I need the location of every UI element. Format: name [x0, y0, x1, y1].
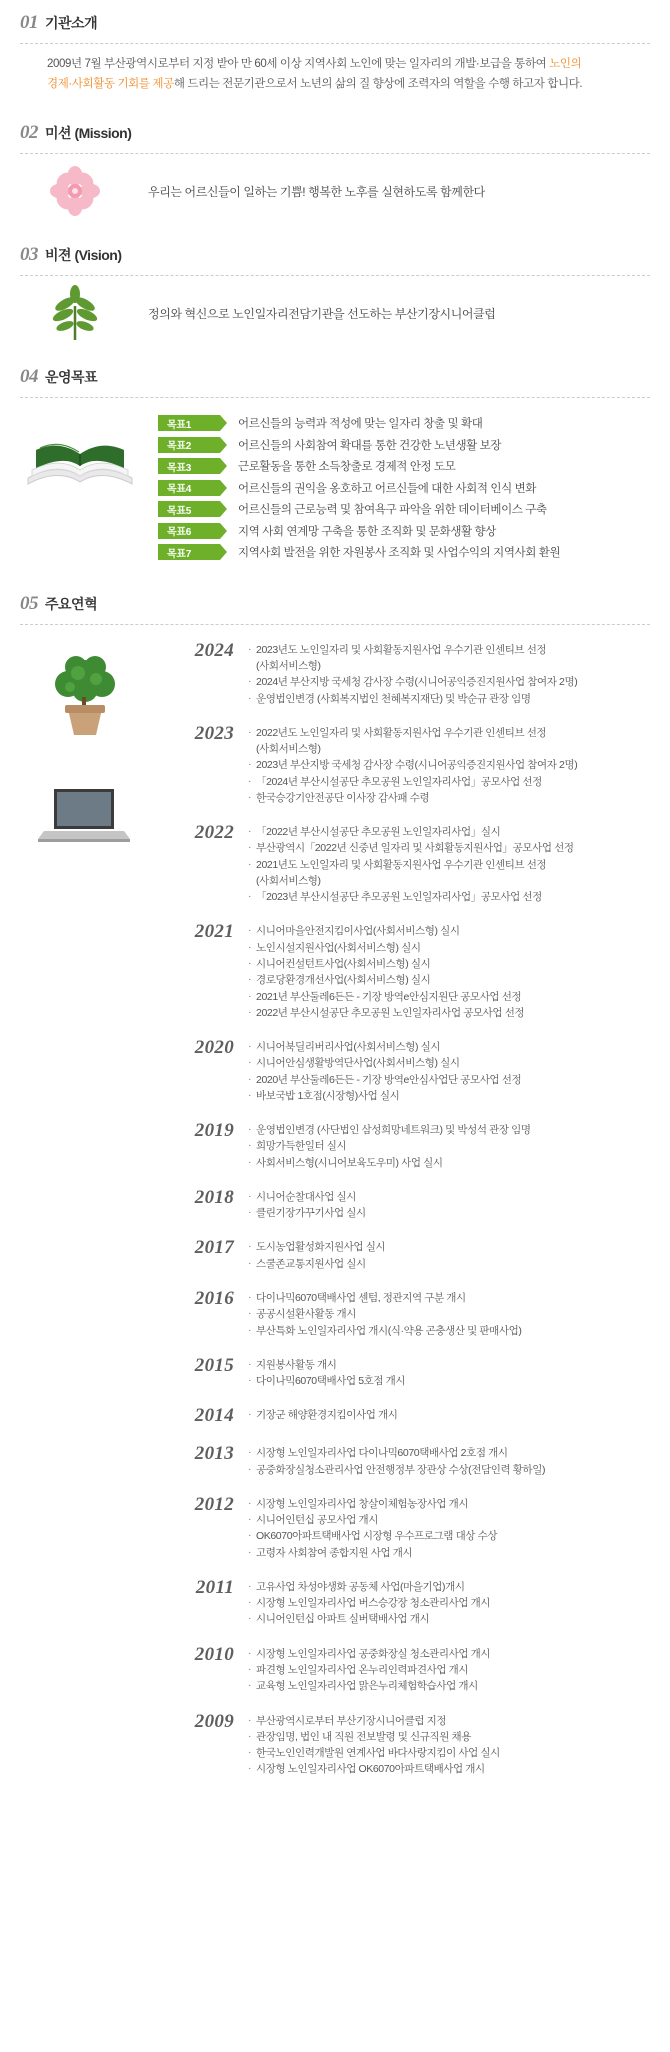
- history-events: [248, 639, 650, 707]
- goal-tag: 목표1: [158, 415, 220, 431]
- history-events: [248, 1404, 650, 1427]
- section-number: 05: [20, 592, 38, 614]
- section-header-goals: [0, 366, 670, 388]
- goal-tag: 목표2: [158, 437, 220, 453]
- history-year: 2022: [194, 822, 234, 844]
- history-event: · 시니어순찰대사업 실시: [248, 1189, 650, 1205]
- history-year: 2016: [194, 1287, 234, 1309]
- mission-icon-wrap: [20, 163, 130, 219]
- goal-text: 근로활동을 통한 소득창출로 경제적 안정 도모: [238, 461, 456, 473]
- page-root: [0, 12, 670, 1823]
- history-event: · 「2022년 부산시설공단 추모공원 노인일자리사업」실시: [248, 824, 650, 840]
- history-entry: [170, 1354, 650, 1390]
- history-event: · 기장군 해양환경지킴이사업 개시: [248, 1407, 650, 1423]
- history-event: · 2022년 부산시설공단 추모공원 노인일자리사업 공모사업 선정: [248, 1005, 650, 1021]
- history-event: · 2021년도 노인일자리 및 사회활동지원사업 우수기관 인센티브 선정: [248, 857, 650, 873]
- history-event: · 운영법인변경 (사단법인 삼성희망네트워크) 및 박성석 관장 임명: [248, 1122, 650, 1138]
- history-event: · 2023년도 노인일자리 및 사회활동지원사업 우수기관 인센티브 선정: [248, 642, 650, 658]
- vision-text: 정의와 혁신으로 노인일자리전담기관을 선도하는 부산기장시니어클럽: [148, 306, 496, 321]
- section-header-history: [0, 593, 670, 615]
- history-year: 2014: [194, 1405, 234, 1427]
- history-event: · 2020년 부산둘레6든든 - 기장 방역e안심사업단 공모사업 선정: [248, 1072, 650, 1088]
- mission-text: 우리는 어르신들이 일하는 기쁨! 행복한 노후를 실현하도록 함께한다: [148, 184, 485, 199]
- potted-plant-icon: [30, 649, 140, 744]
- intro-text-highlight2: 경제·사회활동 기회를 제공: [47, 78, 174, 91]
- history-event: · 시장형 노인일자리사업 공중화장실 청소관리사업 개시: [248, 1646, 650, 1662]
- history-event: · 운영법인변경 (사회복지법인 천혜복지재단) 및 박순규 관장 임명: [248, 691, 650, 707]
- section-header-vision: [0, 244, 670, 266]
- history-event: · 시니어인턴십 아파트 실버택배사업 개시: [248, 1611, 650, 1627]
- history-entry: [170, 920, 650, 1021]
- history-events: [248, 1287, 650, 1339]
- history-entry: [170, 639, 650, 707]
- history-event: (사회서비스형): [256, 874, 321, 887]
- history-year: 2017: [194, 1237, 234, 1259]
- goal-row: [158, 434, 650, 456]
- history-events: [248, 1036, 650, 1104]
- history-event: · 도시농업활성화지원사업 실시: [248, 1239, 650, 1255]
- history-event: · 클린기장가꾸기사업 실시: [248, 1205, 650, 1221]
- history-event: · 공중화장실청소관리사업 안전행정부 장관상 수상(전담인력 황하일): [248, 1462, 650, 1478]
- history-event: · 다이나믹6070택배사업 5호점 개시: [248, 1373, 650, 1389]
- history-event: · 부산광역시「2022년 신중년 일자리 및 사회활동지원사업」공모사업 선정: [248, 840, 650, 856]
- history-list: [170, 639, 650, 1778]
- history-event: · 고유사업 차성야생화 공동체 사업(마을기업)개시: [248, 1579, 650, 1595]
- goal-text: 지역사회 발전을 위한 자원봉사 조직화 및 사업수익의 지역사회 환원: [238, 547, 561, 559]
- goal-tag: 목표4: [158, 480, 220, 496]
- intro-text-highlight1: 노인의: [549, 58, 582, 70]
- history-event: · 관장임명, 법인 내 직원 전보발령 및 신규직원 채용: [248, 1729, 650, 1745]
- history-entry: [170, 1710, 650, 1778]
- vision-row: [0, 276, 670, 354]
- history-events: [248, 1576, 650, 1628]
- history-event: · 바보국밥 1호점(시장형)사업 실시: [248, 1088, 650, 1104]
- open-book-icon: [20, 426, 140, 496]
- history-entry: [170, 722, 650, 806]
- section-title: 미션 (Mission): [45, 125, 132, 142]
- history-event: · 2021년 부산둘레6든든 - 기장 방역e안심지원단 공모사업 선정: [248, 989, 650, 1005]
- history-event: · OK6070아파트택배사업 시장형 우수프로그램 대상 수상: [248, 1528, 650, 1544]
- leaf-icon: [49, 284, 101, 342]
- history-event: · 공공시설환사활동 개시: [248, 1306, 650, 1322]
- history-event: · 교육형 노인일자리사업 맑은누리체험학습사업 개시: [248, 1678, 650, 1694]
- history-event: · 희망가득한일터 실시: [248, 1138, 650, 1154]
- history-events: [248, 920, 650, 1021]
- section-number: 03: [20, 244, 38, 266]
- goal-tag: 목표7: [158, 544, 220, 560]
- history-year: 2012: [194, 1493, 234, 1515]
- section-header-mission: [0, 122, 670, 144]
- history-event: · 시니어안심생활방역단사업(사회서비스형) 실시: [248, 1055, 650, 1071]
- history-event: (사회서비스형): [256, 743, 321, 756]
- goal-text: 어르신들의 사회참여 확대를 통한 건강한 노년생활 보장: [238, 439, 502, 452]
- history-year: 2015: [194, 1354, 234, 1376]
- history-event: · 시장형 노인일자리사업 버스승강장 청소관리사업 개시: [248, 1595, 650, 1611]
- laptop-icon: [30, 775, 140, 855]
- section-number: 02: [20, 122, 38, 144]
- history-entry: [170, 1643, 650, 1695]
- history-entry: [170, 1442, 650, 1478]
- history-event: · 「2024년 부산시설공단 추모공원 노인일자리사업」공모사업 선정: [248, 774, 650, 790]
- goal-row: [158, 520, 650, 542]
- goal-row: [158, 541, 650, 563]
- history-year: 2023: [194, 722, 234, 744]
- history-events: [248, 1119, 650, 1171]
- history-event: · 시니어마을안전지킴이사업(사회서비스형) 실시: [248, 923, 650, 939]
- history-event: · 부산광역시로부터 부산기장시니어클럽 지정: [248, 1713, 650, 1729]
- history-entry: [170, 1576, 650, 1628]
- history-events: [248, 1643, 650, 1695]
- history-entry: [170, 1186, 650, 1222]
- history-events: [248, 1493, 650, 1561]
- history-events: [248, 1354, 650, 1390]
- goal-row: [158, 498, 650, 520]
- goal-text: 어르신들의 근로능력 및 참여욕구 파악을 위한 데이터베이스 구축: [238, 504, 547, 516]
- history-event: · 시니어컨설턴트사업(사회서비스형) 실시: [248, 956, 650, 972]
- goal-text: 어르신들의 권익을 옹호하고 어르신들에 대한 사회적 인식 변화: [238, 482, 536, 495]
- history-year: 2019: [194, 1120, 234, 1142]
- history-entry: [170, 1036, 650, 1104]
- history-section: [0, 625, 670, 1778]
- flower-icon: [47, 163, 103, 219]
- history-event: · 부산특화 노인일자리사업 개시(식·약용 곤충생산 및 판매사업): [248, 1323, 650, 1339]
- goal-text: 지역 사회 연계망 구축을 통한 조직화 및 문화생활 향상: [238, 525, 496, 538]
- history-events: [248, 1442, 650, 1478]
- goal-tag: 목표6: [158, 523, 220, 539]
- section-header-intro: [0, 12, 670, 34]
- history-entry: [170, 1287, 650, 1339]
- history-event: · 파견형 노인일자리사업 온누리인력파견사업 개시: [248, 1662, 650, 1678]
- history-event: · 시니어북딜리버리사업(사회서비스형) 실시: [248, 1039, 650, 1055]
- goal-row: [158, 477, 650, 499]
- history-event: · 2022년도 노인일자리 및 사회활동지원사업 우수기관 인센티브 선정: [248, 725, 650, 741]
- history-events: [248, 1710, 650, 1778]
- history-event: (사회서비스형): [256, 660, 321, 673]
- history-event: · 「2023년 부산시설공단 추모공원 노인일자리사업」공모사업 선정: [248, 889, 650, 905]
- history-event: · 2024년 부산지방 국세청 감사장 수령(시니어공익증진지원사업 참여자 2명): [248, 674, 650, 690]
- history-event: · 지원봉사활동 개시: [248, 1357, 650, 1373]
- history-event: · 한국노인인력개발원 연계사업 바다사랑지킴이 사업 실시: [248, 1745, 650, 1761]
- history-entry: [170, 1119, 650, 1171]
- goal-tag: 목표5: [158, 501, 220, 517]
- history-illustrations: [30, 649, 150, 860]
- history-event: · 시니어인턴십 공모사업 개시: [248, 1512, 650, 1528]
- history-event: · 시장형 노인일자리사업 창살이체험농장사업 개시: [248, 1496, 650, 1512]
- goals-section: [0, 398, 670, 581]
- history-events: [248, 722, 650, 806]
- mission-row: [0, 154, 670, 232]
- history-entry: [170, 1236, 650, 1272]
- history-year: 2011: [195, 1576, 234, 1598]
- history-events: [248, 821, 650, 905]
- history-entry: [170, 821, 650, 905]
- history-year: 2010: [194, 1643, 234, 1665]
- history-event: · 시장형 노인일자리사업 OK6070아파트택배사업 개시: [248, 1761, 650, 1777]
- intro-paragraph: [0, 44, 670, 110]
- history-year: 2013: [194, 1443, 234, 1465]
- section-title: 비젼 (Vision): [45, 247, 122, 264]
- history-year: 2018: [194, 1186, 234, 1208]
- history-event: · 노인시설지원사업(사회서비스형) 실시: [248, 940, 650, 956]
- history-year: 2021: [194, 921, 234, 943]
- history-event: · 스쿨존교통지원사업 실시: [248, 1256, 650, 1272]
- history-year: 2024: [194, 639, 234, 661]
- history-year: 2020: [194, 1037, 234, 1059]
- history-year: 2009: [194, 1710, 234, 1732]
- section-title: 운영목표: [45, 369, 98, 386]
- goal-text: 어르신들의 능력과 적성에 맞는 일자리 창출 및 확대: [238, 418, 483, 430]
- section-title: 주요연혁: [45, 595, 98, 612]
- history-event: · 다이나믹6070택배사업 센텀, 정관지역 구분 개시: [248, 1290, 650, 1306]
- goal-row: [158, 455, 650, 477]
- intro-text-part1: 2009년 7월 부산광역시로부터 지정 받아 만 60세 이상 지역사회 노인에 맞는 일자리의 개발·보급을 통하여: [47, 58, 550, 70]
- section-number: 01: [20, 12, 38, 33]
- history-entry: [170, 1404, 650, 1427]
- goals-list: [150, 412, 650, 563]
- history-event: · 한국승강기안전공단 이사장 감사패 수령: [248, 790, 650, 806]
- history-event: · 사회서비스형(시니어보육도우미) 사업 실시: [248, 1155, 650, 1171]
- history-event: · 시장형 노인일자리사업 다이나믹6070택배사업 2호점 개시: [248, 1445, 650, 1461]
- goal-row: [158, 412, 650, 434]
- vision-icon-wrap: [20, 284, 130, 342]
- history-entry: [170, 1493, 650, 1561]
- section-title: 기관소개: [45, 15, 98, 31]
- goal-tag: 목표3: [158, 458, 220, 474]
- intro-text-part2: 해 드리는 전문기관으로서 노년의 삶의 질 향상에 조력자의 역할을 수행 하고자 합니다.: [173, 78, 583, 91]
- history-event: · 고령자 사회참여 종합지원 사업 개시: [248, 1545, 650, 1561]
- goals-illustration: [20, 412, 150, 501]
- history-event: · 2023년 부산지방 국세청 감사장 수령(시니어공익증진지원사업 참여자 2명): [248, 757, 650, 773]
- section-number: 04: [20, 366, 38, 388]
- history-event: · 경로당환경개선사업(사회서비스형) 실시: [248, 972, 650, 988]
- history-events: [248, 1236, 650, 1272]
- history-events: [248, 1186, 650, 1222]
